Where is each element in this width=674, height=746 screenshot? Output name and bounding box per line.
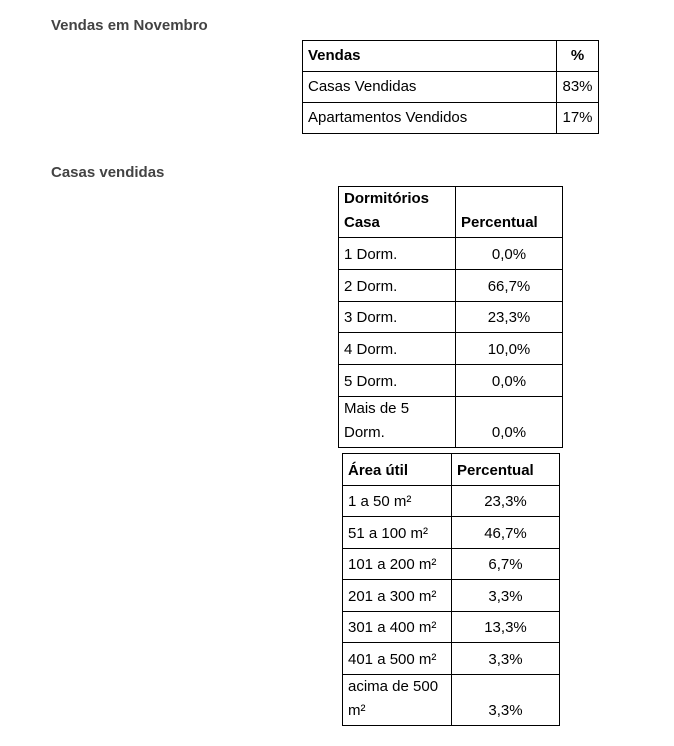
table-row <box>343 611 560 643</box>
row-label: 2 Dorm. <box>339 269 456 301</box>
table-row <box>343 548 560 580</box>
row-value: 3,3% <box>452 580 560 612</box>
row-label: 5 Dorm. <box>339 365 456 397</box>
table-row <box>343 485 560 517</box>
header-dormitorios <box>339 187 456 238</box>
row-value: 66,7% <box>456 269 563 301</box>
row-label: 301 a 400 m² <box>343 611 452 643</box>
row-value: 3,3% <box>452 674 560 725</box>
table-header-row <box>303 41 599 72</box>
row-value: 10,0% <box>456 333 563 365</box>
row-value: 0,0% <box>456 238 563 270</box>
row-label: 1 Dorm. <box>339 238 456 270</box>
row-value: 0,0% <box>456 396 563 447</box>
row-value: 17% <box>557 103 599 134</box>
row-value: 13,3% <box>452 611 560 643</box>
table-row <box>343 580 560 612</box>
sales-table <box>302 40 599 134</box>
header-vendas: Vendas <box>303 41 557 72</box>
header-line-1: Dormitórios <box>344 190 430 207</box>
header-percentual: Percentual <box>452 454 560 486</box>
table-row <box>339 301 563 333</box>
table-header-row <box>339 187 563 238</box>
heading-casas-vendidas: Casas vendidas <box>51 164 165 181</box>
table-row <box>339 238 563 270</box>
row-value: 23,3% <box>452 485 560 517</box>
table-header-row <box>343 454 560 486</box>
row-label: 51 a 100 m² <box>343 517 452 549</box>
row-label: 1 a 50 m² <box>343 485 452 517</box>
row-label: 3 Dorm. <box>339 301 456 333</box>
heading-vendas-novembro: Vendas em Novembro <box>51 17 208 34</box>
row-value: 6,7% <box>452 548 560 580</box>
table-row <box>343 517 560 549</box>
row-value: 3,3% <box>452 643 560 675</box>
table-row <box>339 396 563 447</box>
table-row <box>343 674 560 725</box>
row-value: 46,7% <box>452 517 560 549</box>
bedrooms-table <box>338 186 563 448</box>
row-value: 0,0% <box>456 365 563 397</box>
header-percentual: Percentual <box>456 187 563 238</box>
table-row <box>339 365 563 397</box>
header-area-util: Área útil <box>343 454 452 486</box>
table-row <box>303 72 599 103</box>
row-label: Casas Vendidas <box>303 72 557 103</box>
row-label: Apartamentos Vendidos <box>303 103 557 134</box>
header-percent: % <box>557 41 599 72</box>
row-label: acima de 500 m² <box>343 674 452 725</box>
header-line-2: Casa <box>344 214 380 231</box>
row-value: 83% <box>557 72 599 103</box>
row-value: 23,3% <box>456 301 563 333</box>
area-table <box>342 453 560 726</box>
row-label: 201 a 300 m² <box>343 580 452 612</box>
row-label: Mais de 5 Dorm. <box>339 396 456 447</box>
table-row <box>339 333 563 365</box>
row-label: 101 a 200 m² <box>343 548 452 580</box>
row-label: 401 a 500 m² <box>343 643 452 675</box>
table-row <box>343 643 560 675</box>
table-row <box>303 103 599 134</box>
row-label: 4 Dorm. <box>339 333 456 365</box>
table-row <box>339 269 563 301</box>
